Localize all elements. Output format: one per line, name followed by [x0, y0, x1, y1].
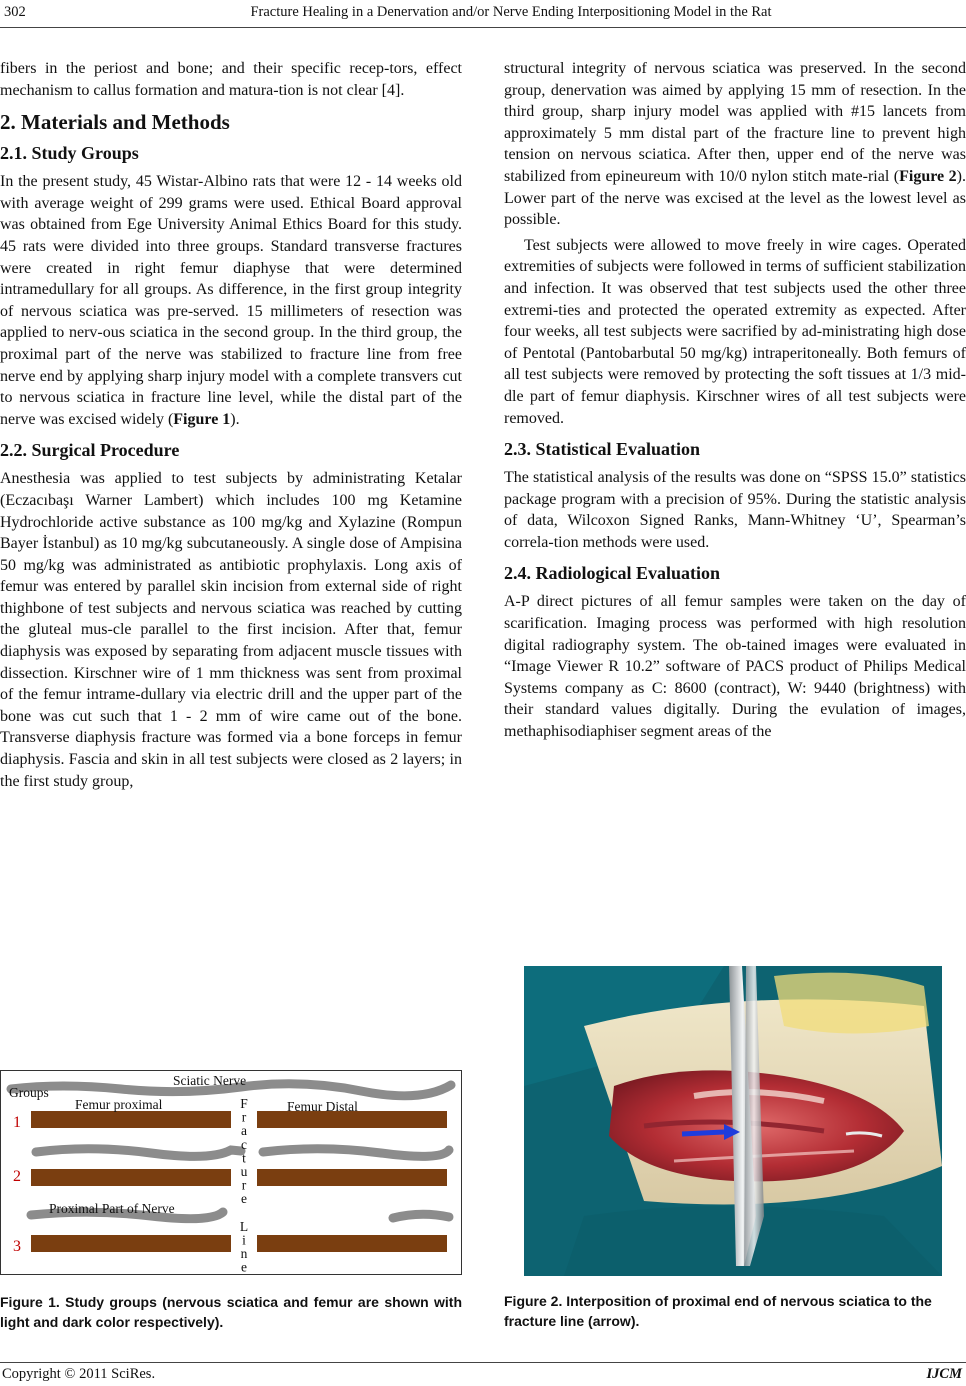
fracture-line-letter: n — [240, 1246, 248, 1261]
femur-distal-label: Femur Distal — [287, 1099, 358, 1114]
figure-1-diagram — [1, 1071, 460, 1273]
journal-name: IJCM — [926, 1366, 962, 1382]
nerve-group-3-distal — [393, 1214, 449, 1218]
femur-proximal-group-2 — [31, 1169, 231, 1186]
section-2-3-heading: 2.3. Statistical Evaluation — [504, 439, 701, 460]
group-2-number: 2 — [13, 1168, 21, 1185]
study-groups-paragraph: In the present study, 45 Wistar-Albino rats that were 12 - 14 weeks old with average weight of 299 grams were used. Ethical Board approval was obtained from Ege University Animal Ethics Board for this study. 45 rats were divided into three groups. Standard transverse fractures were created in right femur diaphyse that were determined intramedullary for all groups. As difference, in the first group integrity of nervous sciatica was pre-served. 15 millimeters of resection was applied to nerv-ous sciatica in the second group. In the third group, the proximal part of the nerve was stabilized to fracture line from free nerve end by applying sharp injury model with a complete transvers cut to nervous sciatica in fracture line level, while the distal part of the nerve was excised widely (Figure 1). — [0, 173, 462, 428]
fracture-line-letter: r — [241, 1109, 247, 1125]
section-2-2-heading: 2.2. Surgical Procedure — [0, 440, 180, 461]
left-column — [0, 58, 462, 792]
page-number: 302 — [4, 4, 26, 20]
femur-distal-group-3 — [257, 1235, 447, 1252]
femur-proximal-group-1 — [31, 1111, 231, 1128]
figure-1-reference[interactable]: Figure 1 — [173, 410, 231, 428]
fracture-line-letter: F — [240, 1096, 248, 1111]
fracture-line-letter: i — [242, 1232, 246, 1248]
fracture-line-label — [240, 1096, 248, 1273]
figure-1-caption: Figure 1. Study groups (nervous sciatica and femur are shown with light and dark color respectively). — [0, 1294, 462, 1330]
section-2-heading: 2. Materials and Methods — [0, 110, 230, 135]
figure-2-photo — [524, 966, 942, 1276]
fracture-line-letter: e — [241, 1259, 247, 1273]
fracture-line-letter: e — [241, 1191, 247, 1207]
fracture-line-letter: a — [241, 1123, 247, 1139]
femur-distal-group-2 — [257, 1169, 447, 1186]
femur-proximal-label: Femur proximal — [75, 1097, 163, 1112]
running-title: Fracture Healing in a Denervation and/or Nerve Ending Interpositioning Model in the Rat — [250, 4, 772, 20]
radiological-paragraph: A-P direct pictures of all femur samples were taken on the day of scarification. Imaging process was performed with high resolution digital radiography system. The ob-tained images were evaluated in “Image Viewer R 10.2” software of PACS product of Philips Medical Systems company as C: 8600 (contract), W: 9440 (brightness) with their standard values digitally. During the evulation of images, methaphisodiaphiser segment areas of the — [504, 593, 966, 741]
footer-rule — [0, 1362, 966, 1363]
group-3-number: 3 — [13, 1238, 21, 1255]
right-column — [504, 58, 966, 743]
postoperative-paragraph: Test subjects were allowed to move freely in wire cages. Operated extremities of subjects were followed in terms of sufficient stabilization and infection. It was observed that test subjects used the other three extremi-ties and protected the operated extremity as expected. After four weeks, all test subjects were sacrified by ad-ministrating high dose of Pentotal (Pantobarbutal 50 mg/kg) intraperitoneally. Both femurs of all test subjects were removed by protecting the soft tissues at 1/3 mid-dle part of femur diaphysis. Kirschner wires of all test subjects were removed. — [504, 236, 966, 427]
running-header — [0, 4, 966, 26]
figure-1 — [0, 1070, 462, 1275]
figure-2-reference[interactable]: Figure 2 — [899, 167, 957, 185]
sciatic-nerve-label: Sciatic Nerve — [173, 1073, 247, 1088]
femur-proximal-group-3 — [31, 1235, 231, 1252]
group-1-number: 1 — [13, 1114, 21, 1131]
section-2-1-heading: 2.1. Study Groups — [0, 143, 139, 164]
fracture-line-letter: u — [240, 1164, 248, 1179]
fracture-line-letter: c — [241, 1136, 247, 1152]
figure-2-caption: Figure 2. Interposition of proximal end of nervous sciatica to the fracture line (arrow). — [504, 1293, 932, 1329]
fracture-line-letter: L — [239, 1218, 249, 1234]
proximal-part-of-nerve-label: Proximal Part of Nerve — [49, 1201, 175, 1216]
statistical-paragraph: The statistical analysis of the results was done on “SPSS 15.0” statistics package program with a precision of 95%. During the statistic analysis of data, Wilcoxon Signed Ranks, Mann-Whitney ‘U’, Spearman’s correla-tion methods were used. — [504, 469, 966, 551]
fracture-line-letter: t — [242, 1150, 246, 1166]
procedure-continued-paragraph: structural integrity of nervous sciatica was preserved. In the second group, denervation was aimed by applying 15 mm of resection. In the third group, sharp injury model was applied with #15 lancets from approximately 5 mm distal part of the fracture line to prevent high tension on nervous sciatica. After then, upper end of the nerve was stabilized from epineureum with 10/0 nylon stitch mate-rial (Figure 2). Lower part of the nerve was excised at the level as the lowest level as possible. — [504, 60, 966, 229]
fracture-line-letter: r — [241, 1177, 247, 1193]
copyright: Copyright © 2011 SciRes. — [2, 1366, 156, 1382]
surgical-procedure-paragraph: Anesthesia was applied to test subjects by administrating Ketalar (Eczacıbaşı Warner Lambert) which includes 100 mg Ketamine Hydrochloride active substance as 100 mg/kg and Xylazine (Rompun Bayer İstanbul) as 10 mg/kg subcutaneously. A single dose of Ampisina 50 mg/kg was administrated as antibiotic prophylaxis. Long axis of femur was entered by parallel skin incision from external side of right thighbone of test subjects and nervous sciatica was reached by cutting the gluteal mus-cle parallel to the first incision. After that, femur diaphysis was exposed by separating from adjacent muscle tissues with dissection. Kirschner wire of 1 mm thickness was sent from proximal of the femur intrame-dullary via electric drill and the upper part of the bone was cut such that 1 - 2 mm of wire came out of the bone. Transverse diaphysis fracture was formed via a bone forceps in femur diaphysis. Fascia and skin in all test subjects were closed as 2 layers; in the first study group, — [0, 470, 462, 790]
surgical-photo — [524, 966, 942, 1276]
section-2-4-heading: 2.4. Radiological Evaluation — [504, 563, 721, 584]
groups-label: Groups — [9, 1085, 49, 1100]
header-rule — [0, 27, 966, 28]
intro-tail-paragraph: fibers in the periost and bone; and their specific recep-tors, effect mechanism to callus formation and matura-tion is not clear [4]. — [0, 60, 462, 99]
